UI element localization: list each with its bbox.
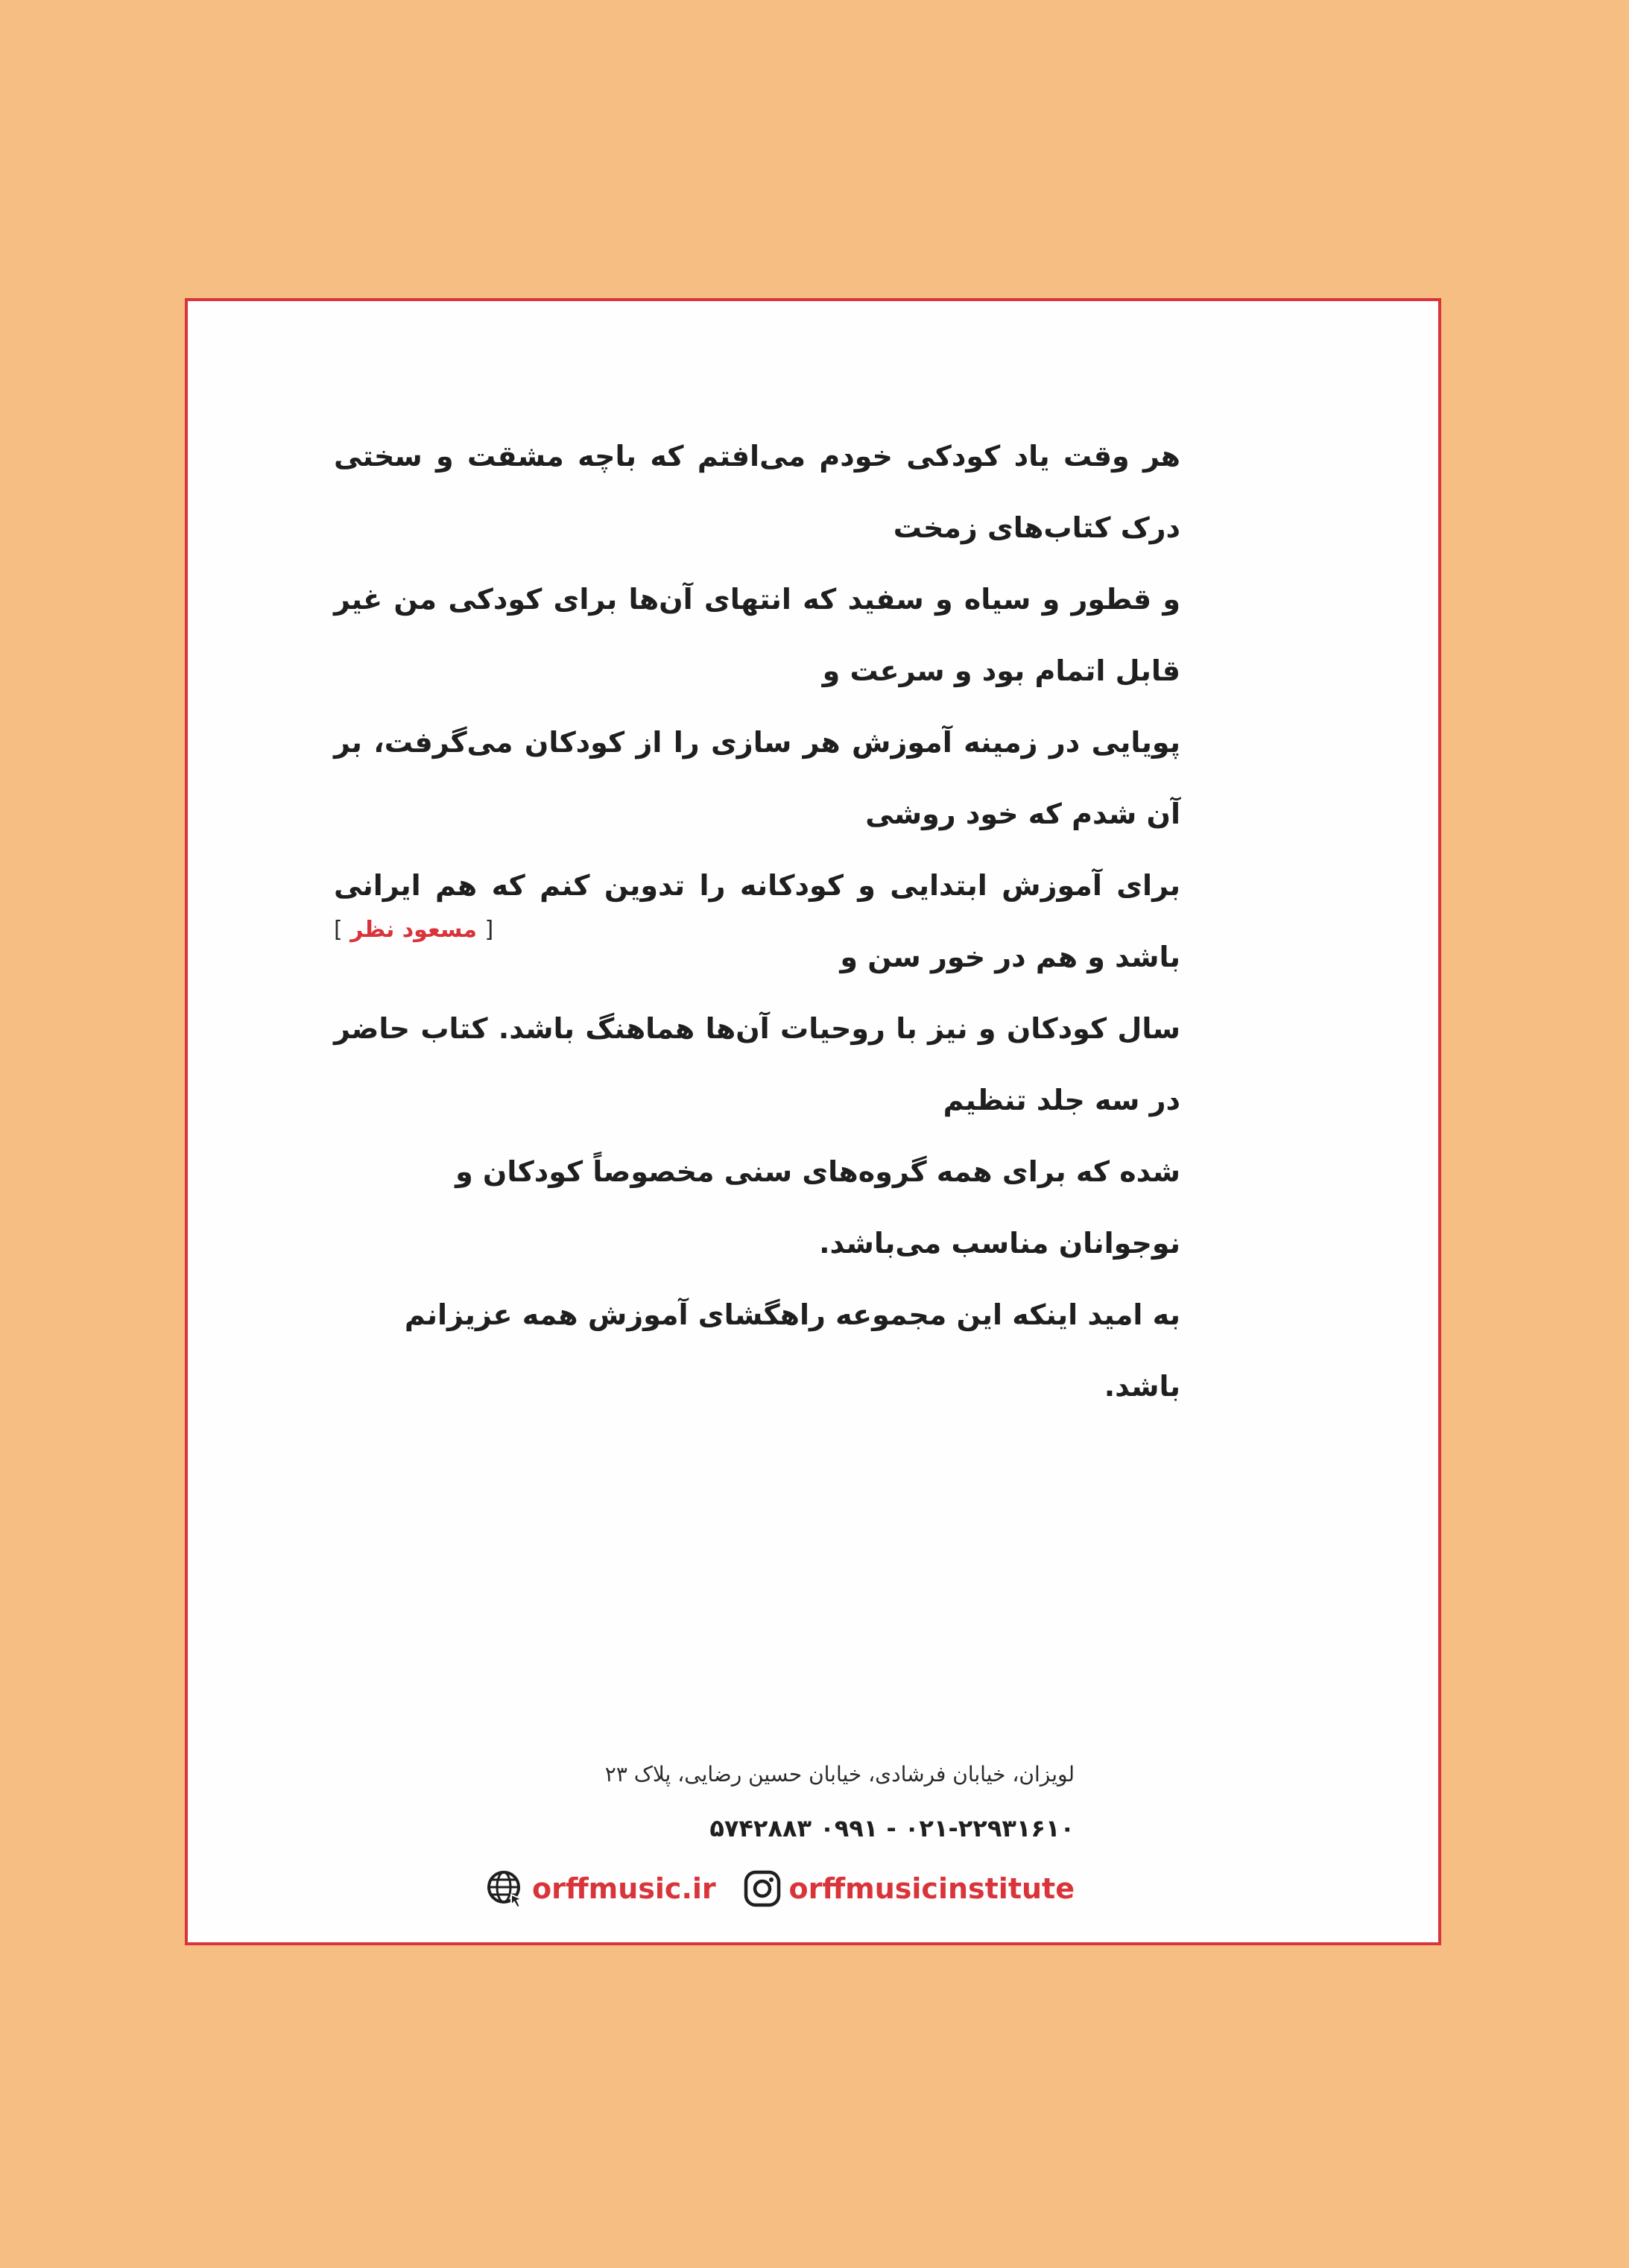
signature-close-bracket: ] — [334, 917, 343, 943]
phone-numbers: ۰۲۱-۲۲۹۳۱۶۱۰ - ۰۹۹۱ ۵۷۴۲۸۸۳ — [709, 1814, 1075, 1842]
globe-icon — [486, 1869, 525, 1908]
instagram-icon — [743, 1869, 782, 1908]
address: لویزان، خیابان فرشادی، خیابان حسین رضایی، پلاک ۲۳ — [604, 1762, 1075, 1787]
instagram-link[interactable] — [743, 1869, 1075, 1908]
paragraph-line: و قطور و سیاه و سفید که انتهای آن‌ها برای کودکی من غیر قابل اتمام بود و سرعت و — [334, 583, 1180, 687]
signature-open-bracket: [ — [484, 917, 494, 943]
paragraph-line: پویایی در زمینه آموزش هر سازی را از کودکان می‌گرفت، بر آن شدم که خود روشی — [334, 726, 1180, 830]
website-label: orffmusic.ir — [532, 1872, 716, 1905]
paragraph-line: به امید اینکه این مجموعه راهگشای آموزش همه عزیزانم باشد. — [404, 1298, 1180, 1403]
author-name: مسعود نظر — [350, 917, 478, 943]
paragraph-line: سال کودکان و نیز با روحیات آن‌ها هماهنگ باشد. کتاب حاضر در سه جلد تنظیم — [334, 1012, 1180, 1116]
content-panel — [185, 298, 1441, 1945]
instagram-label: orffmusicinstitute — [788, 1872, 1075, 1905]
author-signature — [334, 917, 493, 943]
paragraph-line: شده که برای همه گروه‌های سنی مخصوصاً کودکان و نوجوانان مناسب می‌باشد. — [455, 1155, 1180, 1260]
paragraph-line: هر وقت یاد کودکی خودم می‌افتم که باچه مشقت و سختی درک کتاب‌های زمخت — [334, 440, 1180, 544]
website-link[interactable] — [486, 1869, 716, 1908]
paragraph-line: برای آموزش ابتدایی و کودکانه را تدوین کنم که هم ایرانی باشد و هم در خور سن و — [334, 869, 1180, 973]
contact-links — [486, 1859, 1075, 1918]
